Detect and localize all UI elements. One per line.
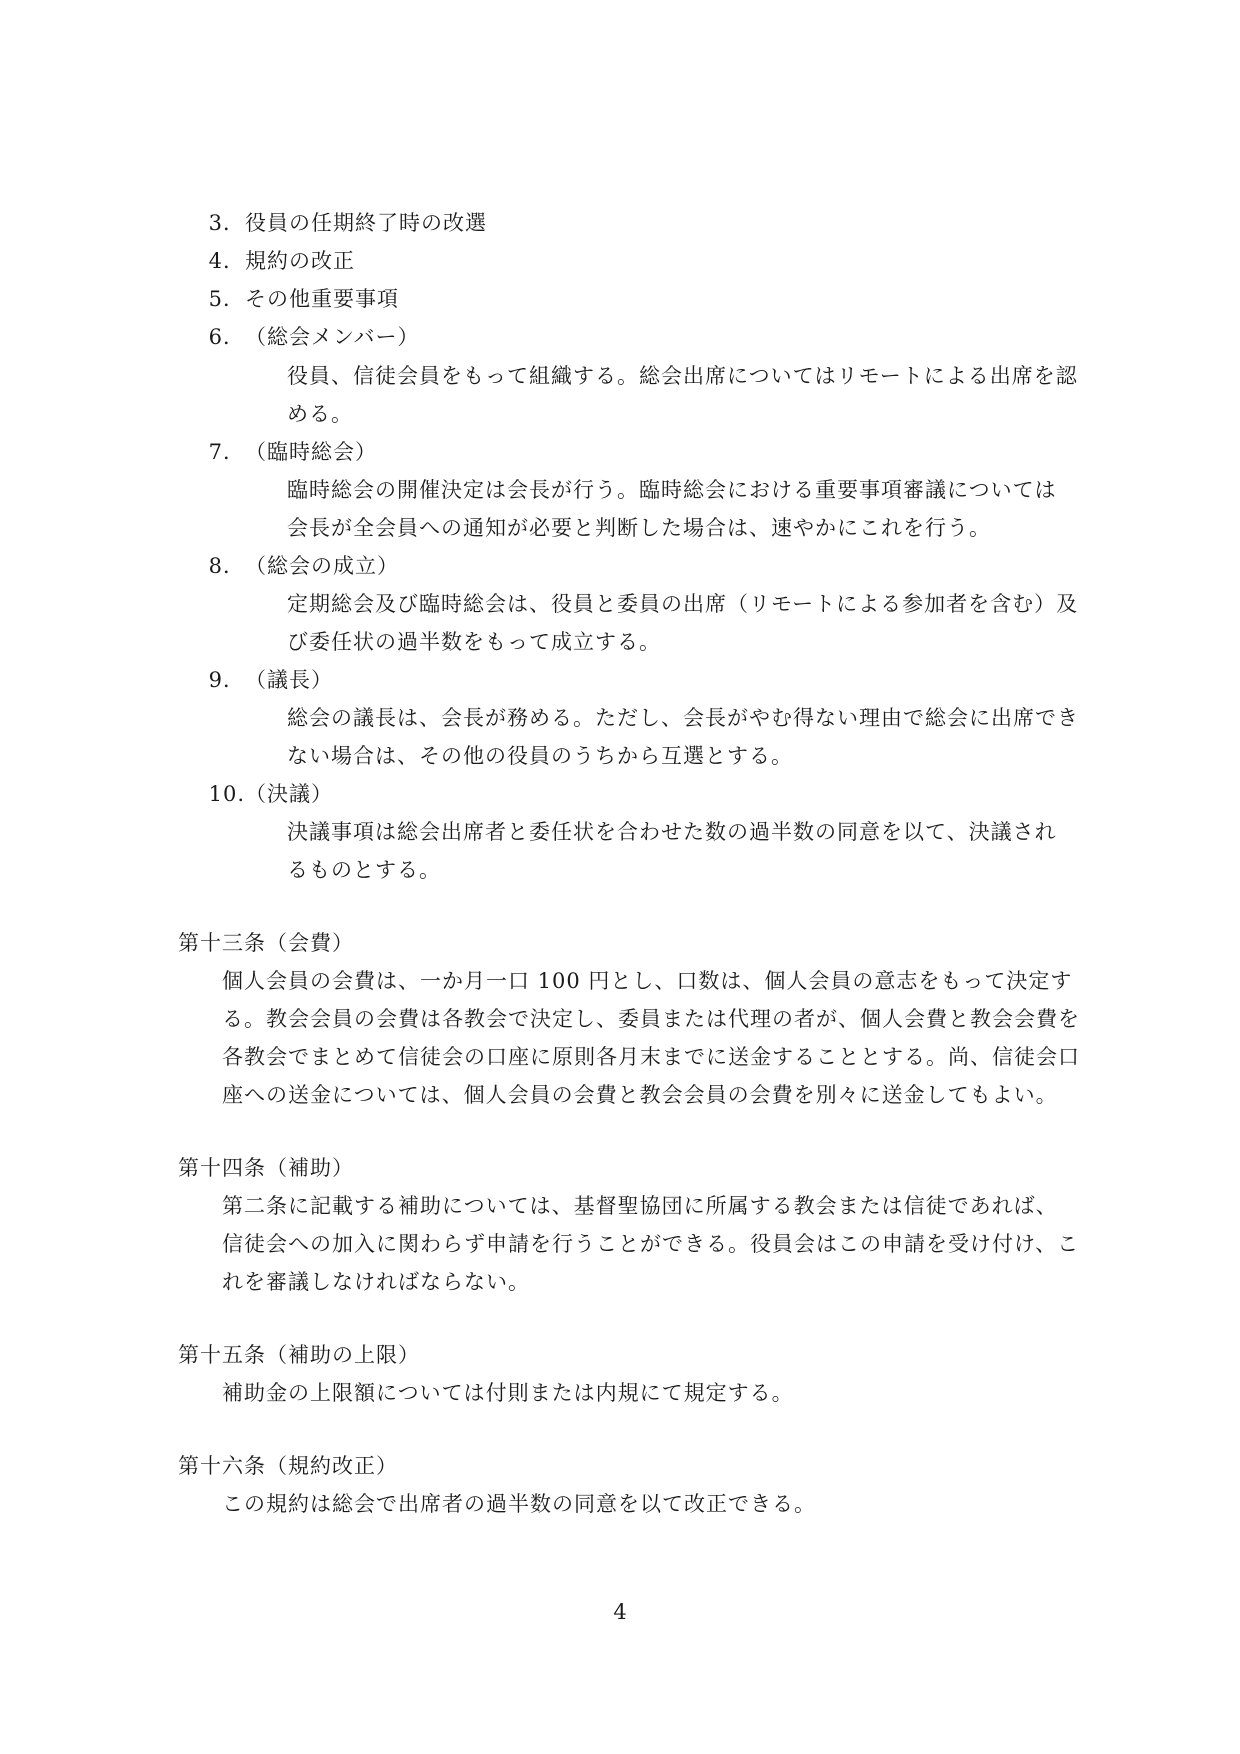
list-item: [205, 284, 399, 314]
list-item: [205, 322, 420, 352]
list-item-body-line: 臨時総会の開催決定は会長が行う。臨時総会における重要事項審議については: [287, 478, 1057, 502]
article-body-line: 座への送金については、個人会員の会費と教会会員の会費を別々に送金してもよい。: [222, 1083, 1058, 1107]
list-item-title: （議長）: [245, 668, 333, 692]
list-item-number: 7．: [208, 440, 245, 464]
list-item-number: 5．: [208, 287, 245, 311]
article-body-line: 信徒会への加入に関わらず申請を行うことができる。役員会はこの申請を受け付け、こ: [222, 1232, 1080, 1256]
list-item-number: 3．: [208, 211, 245, 235]
list-item-number: 10.: [208, 782, 245, 806]
article-heading: 第十四条（補助）: [178, 1156, 354, 1180]
article-body-line: る。教会会員の会費は各教会で決定し、委員または代理の者が、個人会費と教会会費を: [222, 1007, 1080, 1031]
list-item: [205, 665, 333, 695]
article-body-line: 補助金の上限額については付則または内規にて規定する。: [222, 1381, 794, 1405]
list-item-body-line: び委任状の過半数をもって成立する。: [287, 630, 661, 654]
list-item: [205, 437, 377, 467]
article-heading: 第十五条（補助の上限）: [178, 1343, 420, 1367]
page-number: 4: [613, 1600, 627, 1624]
list-item-number: 8．: [208, 554, 245, 578]
list-item-body-line: ない場合は、その他の役員のうちから互選とする。: [287, 744, 793, 768]
list-item-body-line: 決議事項は総会出席者と委任状を合わせた数の過半数の同意を以て、決議され: [287, 820, 1057, 844]
article-body-line: 各教会でまとめて信徒会の口座に原則各月末までに送金することとする。尚、信徒会口: [222, 1045, 1080, 1069]
list-item-title: （総会の成立）: [245, 554, 399, 578]
article-body-line: 個人会員の会費は、一か月一口 100 円とし、口数は、個人会員の意志をもって決定す: [222, 969, 1073, 993]
article-heading: 第十三条（会費）: [178, 931, 354, 955]
list-item-title: その他重要事項: [245, 287, 399, 311]
list-item-number: 4．: [208, 249, 245, 273]
article-heading: 第十六条（規約改正）: [178, 1454, 398, 1478]
article-body-line: この規約は総会で出席者の過半数の同意を以て改正できる。: [222, 1492, 816, 1516]
list-item-body-line: 会長が全会員への通知が必要と判断した場合は、速やかにこれを行う。: [287, 516, 991, 540]
list-item-title: 規約の改正: [245, 249, 355, 273]
list-item-title: （決議）: [245, 782, 333, 806]
list-item-body-line: るものとする。: [287, 858, 441, 882]
article-body-line: れを審議しなければならない。: [222, 1270, 530, 1294]
list-item-body-line: める。: [287, 402, 353, 426]
list-item-number: 9．: [208, 668, 245, 692]
list-item-title: 役員の任期終了時の改選: [245, 211, 487, 235]
list-item: [205, 779, 333, 809]
list-item-title: （総会メンバー）: [245, 325, 420, 349]
list-item-number: 6．: [208, 325, 245, 349]
list-item-body-line: 役員、信徒会員をもって組織する。総会出席についてはリモートによる出席を認: [287, 364, 1078, 388]
list-item: [205, 208, 487, 238]
list-item-body-line: 総会の議長は、会長が務める。ただし、会長がやむ得ない理由で総会に出席でき: [287, 706, 1079, 730]
list-item-title: （臨時総会）: [245, 440, 377, 464]
article-body-line: 第二条に記載する補助については、基督聖協団に所属する教会または信徒であれば、: [222, 1194, 1058, 1218]
list-item: [205, 551, 399, 581]
list-item-body-line: 定期総会及び臨時総会は、役員と委員の出席（リモートによる参加者を含む）及: [287, 592, 1079, 616]
list-item: [205, 246, 355, 276]
